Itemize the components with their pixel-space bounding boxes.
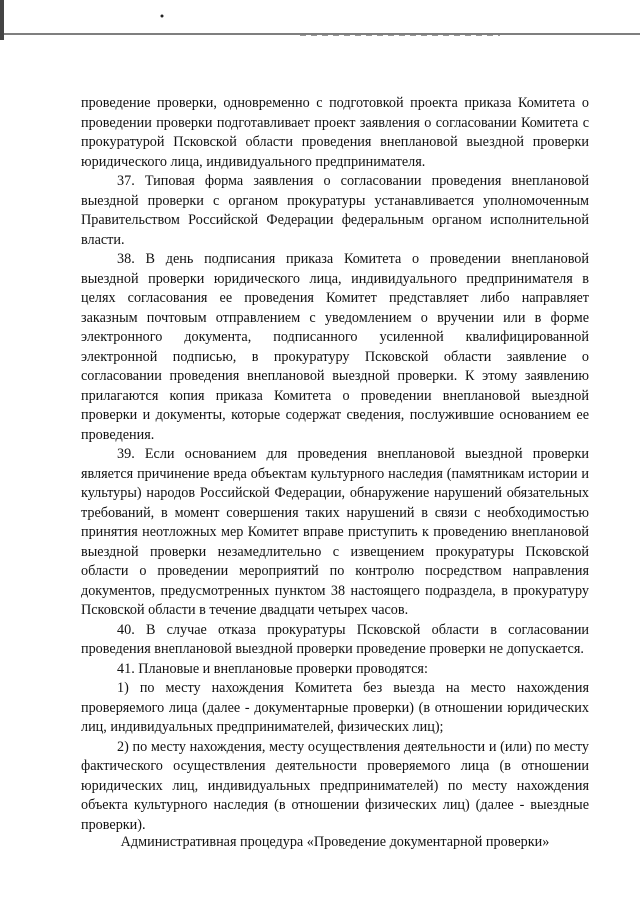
paragraph-37: 37. Типовая форма заявления о согласовании проведения внеплановой выездной проверки с органом прокуратуры устанавливается уполномоченным Правительством Российской Федерации федеральным органом исполнительной власти.	[81, 173, 589, 248]
paragraph-39: 39. Если основанием для проведения внеплановой выездной проверки является причинение вреда объектам культурного наследия (памятникам истории и культуры) народов Российской Федерации, обнаружение нарушений обязательных требований, в момент совершения таких нарушений в связи с необходимостью принятия неотложных мер Комитет вправе приступить к проведению внеплановой выездной проверки незамедлительно с извещением прокуратуры Псковской области о проведении мероприятий по контролю посредством направления документов, предусмотренных пунктом 38 настоящего подраздела, в прокуратуру Псковской области в течение двадцати четырех часов.	[81, 446, 589, 618]
scan-edge-artifact	[0, 0, 640, 40]
paragraph-41: 41. Плановые и внеплановые проверки проводятся:	[117, 660, 428, 677]
paragraph-41-item-1: 1) по месту нахождения Комитета без выезда на место нахождения проверяемого лица (далее - документарные проверки) (в отношении юридических лиц, индивидуальных предпринимателей, физических лиц);	[81, 680, 589, 735]
paragraph-40: 40. В случае отказа прокуратуры Псковской области в согласовании проведения внеплановой выездной проверки проведение проверки не допускается.	[81, 621, 589, 657]
document-body	[81, 94, 589, 835]
section-heading: Административная процедура «Проведение документарной проверки»	[120, 834, 550, 850]
paragraph-38: 38. В день подписания приказа Комитета о проведении внеплановой выездной проверки юридического лица, индивидуального предпринимателя в целях согласования ее проведения Комитет представляет либо направляет заказным почтовым отправлением с уведомлением о вручении или в форме электронного документа, подписанного усиленной квалифицированной электронной подписью, в прокуратуру Псковской области заявление о согласовании проведения внеплановой выездной проверки. К этому заявлению прилагаются копия приказа Комитета о проведении внеплановой выездной проверки и документы, которые содержат сведения, послужившие основанием ее проведения.	[81, 251, 589, 443]
paragraph-41-item-2: 2) по месту нахождения, месту осуществления деятельности и (или) по месту фактического осуществления деятельности проверяемого лица (в отношении юридических лиц, индивидуальных предпринимателей) по месту нахождения объекта культурного наследия (в отношении физических лиц) (далее - выездные проверки).	[81, 738, 589, 833]
paragraph-continuation: проведение проверки, одновременно с подготовкой проекта приказа Комитета о проведении проверки подготавливает проект заявления о согласовании Комитета с прокуратурой Псковской области проведения внеплановой выездной проверки юридического лица, индивидуального предпринимателя.	[81, 95, 589, 170]
